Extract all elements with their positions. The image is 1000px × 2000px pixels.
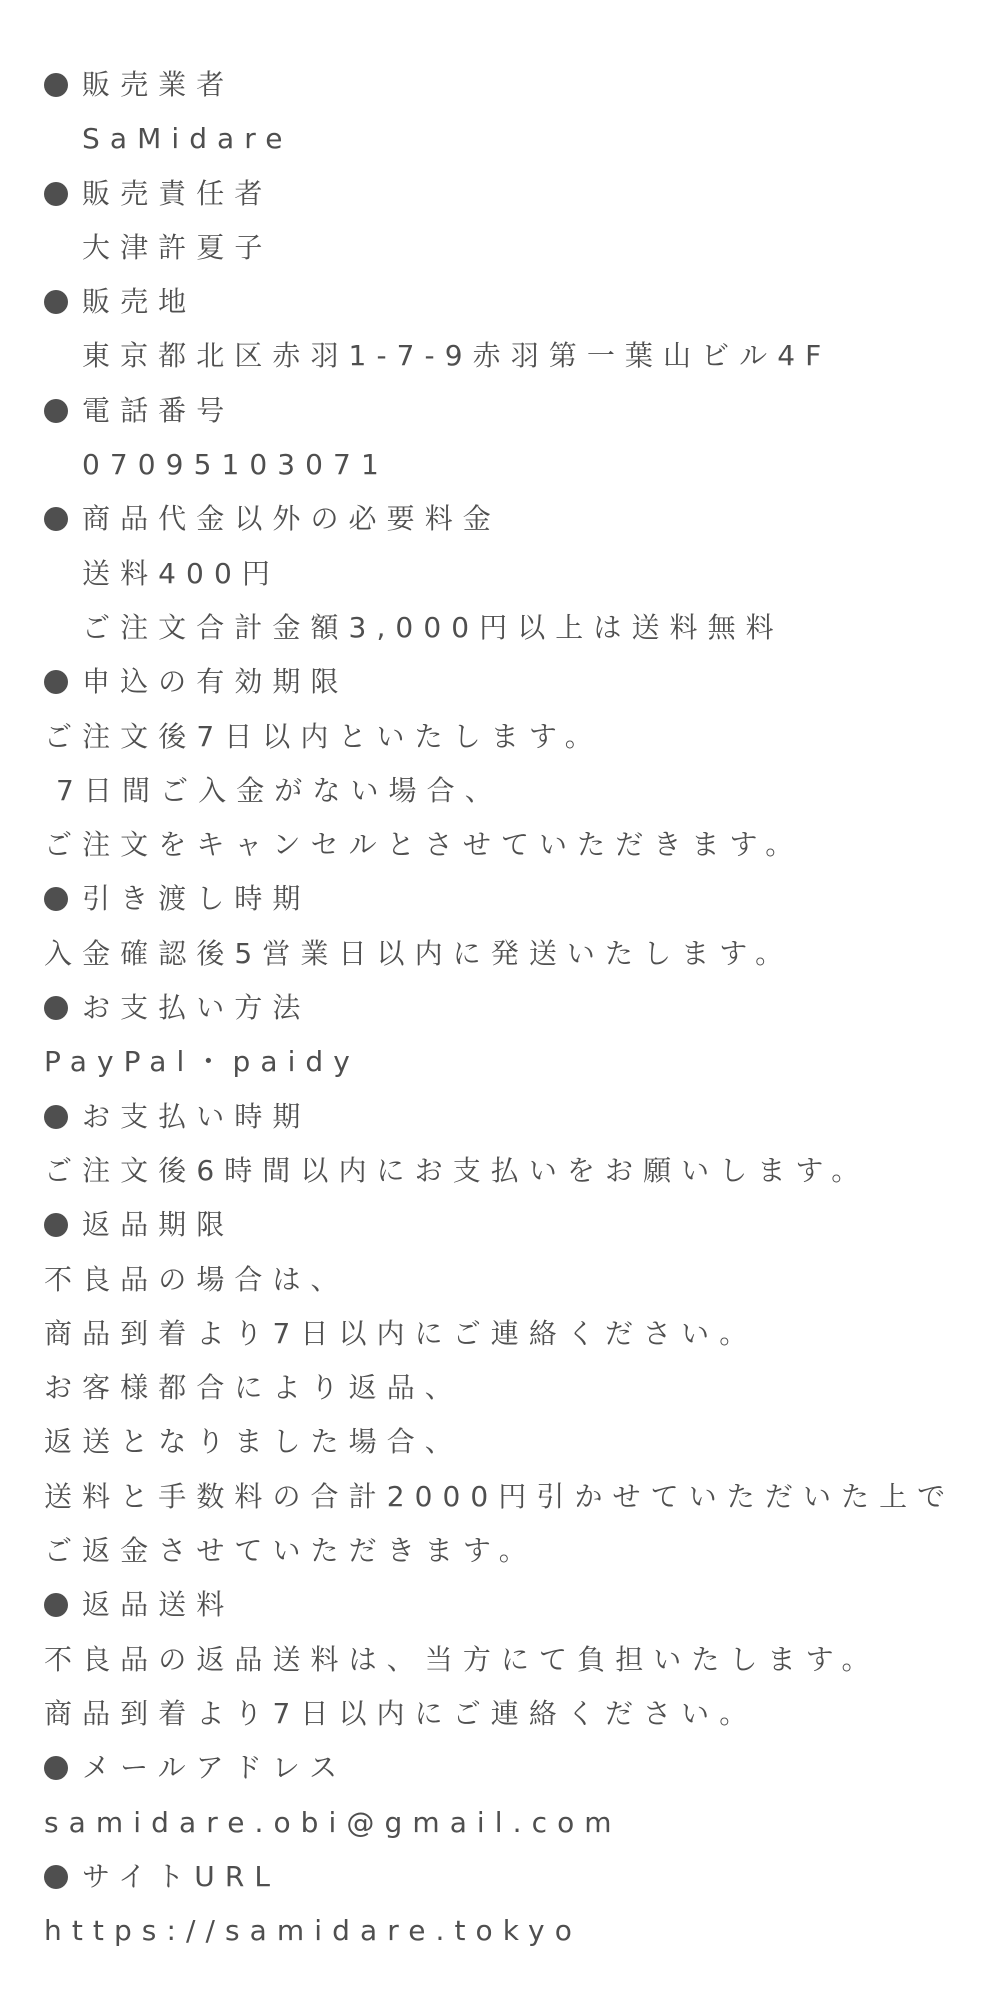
section-line: 送料400円 (82, 556, 280, 590)
bullet-icon (44, 1213, 68, 1237)
section (44, 492, 994, 655)
section-heading (44, 872, 994, 926)
section-heading (44, 1578, 994, 1632)
section-line: 不良品の場合は、 (44, 1262, 349, 1296)
section-heading (44, 1850, 994, 1904)
tokushoho-document (44, 58, 994, 1958)
section-line: PayPal・paidy (44, 1045, 360, 1079)
section-line: samidare.obi@gmail.com (44, 1805, 622, 1839)
section-heading (44, 1090, 994, 1144)
section-heading (44, 167, 994, 221)
section-line: 7日間ご入金がない場合、 (56, 773, 503, 807)
section (44, 384, 994, 493)
section-heading-text: 申込の有効期限 (82, 665, 349, 699)
section-heading (44, 58, 994, 112)
section-heading-text: お支払い方法 (82, 991, 311, 1025)
section-heading (44, 655, 994, 709)
section-heading (44, 981, 994, 1035)
bullet-icon (44, 73, 68, 97)
section-line: ご注文をキャンセルとさせていただきます。 (44, 828, 804, 862)
bullet-icon (44, 996, 68, 1020)
section (44, 655, 994, 872)
bullet-icon (44, 1593, 68, 1617)
section-line: 07095103071 (82, 448, 389, 482)
section-heading (44, 275, 994, 329)
section-heading (44, 1741, 994, 1795)
section-line: SaMidare (82, 122, 293, 156)
section-line: https://samidare.tokyo (44, 1914, 582, 1948)
section-heading-text: 販売地 (82, 285, 197, 319)
section (44, 1090, 994, 1199)
section-line: 商品到着より7日以内にご連絡ください。 (44, 1696, 758, 1730)
section-heading (44, 1198, 994, 1252)
section-line: お客様都合により返品、 (44, 1371, 463, 1405)
section-heading-text: 商品代金以外の必要料金 (82, 502, 501, 536)
section (44, 872, 994, 981)
section-line: 返送となりました場合、 (44, 1425, 463, 1459)
section-heading-text: 返品期限 (82, 1208, 235, 1242)
section-heading-text: 電話番号 (82, 393, 235, 427)
section (44, 981, 994, 1090)
section-heading-text: 引き渡し時期 (82, 882, 311, 916)
section-heading-text: サイトURL (82, 1859, 281, 1893)
section-line: 不良品の返品送料は、当方にて負担いたします。 (44, 1642, 880, 1676)
section (44, 1198, 994, 1578)
bullet-icon (44, 1756, 68, 1780)
bullet-icon (44, 290, 68, 314)
section (44, 58, 994, 167)
section (44, 275, 994, 384)
bullet-icon (44, 507, 68, 531)
section-heading-text: メールアドレス (82, 1751, 348, 1785)
section-line: 送料と手数料の合計2000円引かせていただいた上で (44, 1479, 956, 1513)
section-line: ご注文後7日以内といたします。 (44, 719, 603, 753)
bullet-icon (44, 1105, 68, 1129)
section-line: ご注文後6時間以内にお支払いをお願いします。 (44, 1153, 870, 1187)
section-heading (44, 384, 994, 438)
bullet-icon (44, 670, 68, 694)
section-line: 東京都北区赤羽1-7-9赤羽第一葉山ビル4F (82, 339, 832, 373)
section-heading-text: 返品送料 (82, 1588, 235, 1622)
section-heading-text: 販売業者 (82, 68, 235, 101)
section-line: ご注文合計金額3,000円以上は送料無料 (82, 610, 784, 644)
section (44, 167, 994, 276)
section (44, 1578, 994, 1741)
bullet-icon (44, 182, 68, 206)
section-heading (44, 492, 994, 546)
bullet-icon (44, 1865, 68, 1889)
section-line: ご返金させていただきます。 (44, 1534, 537, 1568)
section (44, 1850, 994, 1959)
bullet-icon (44, 887, 68, 911)
section-line: 入金確認後5営業日以内に発送いたします。 (44, 936, 794, 970)
bullet-icon (44, 399, 68, 423)
section-line: 商品到着より7日以内にご連絡ください。 (44, 1316, 758, 1350)
section-heading-text: 販売責任者 (82, 176, 273, 210)
section-heading-text: お支払い時期 (82, 1099, 311, 1133)
section (44, 1741, 994, 1850)
section-line: 大津許夏子 (82, 230, 273, 264)
